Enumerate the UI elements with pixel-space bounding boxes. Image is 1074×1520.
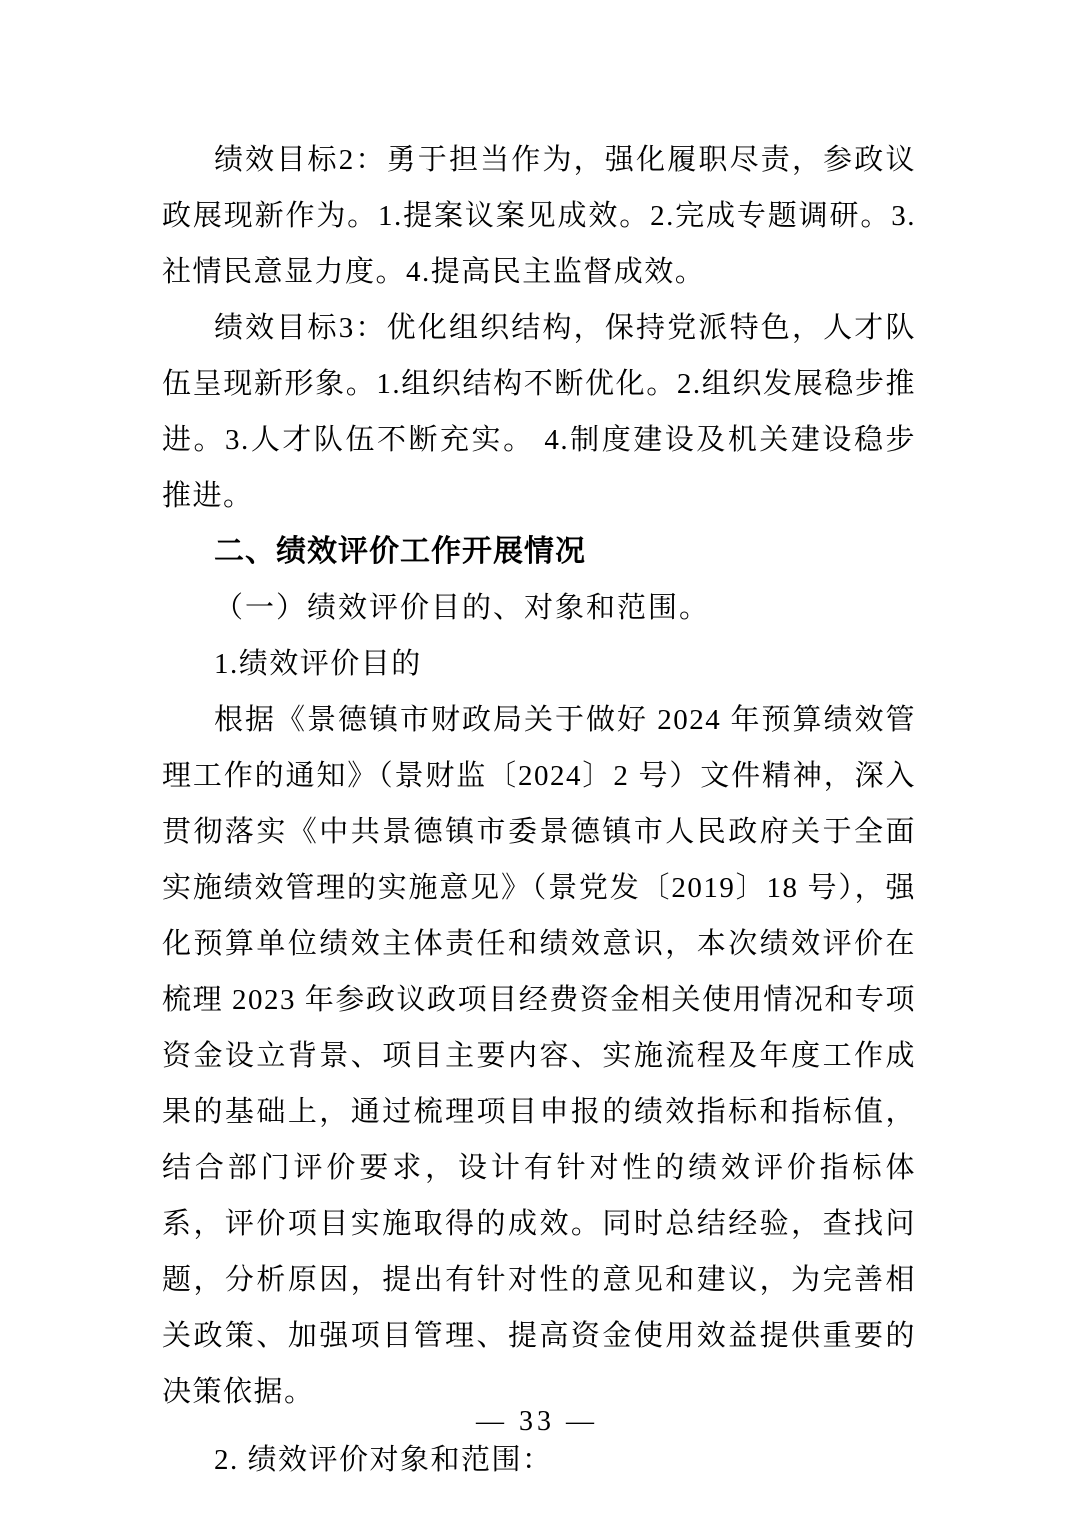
para-performance-goal-3: 绩效目标3：优化组织结构，保持党派特色，人才队伍呈现新形象。1.组织结构不断优化。2.组织发展稳步推进。3.人才队伍不断充实。 4.制度建设及机关建设稳步推进。 xyxy=(162,312,916,512)
section-heading-evaluation-work: 二、绩效评价工作开展情况 xyxy=(214,535,586,568)
page-footer xyxy=(0,1406,1074,1438)
para-performance-goal-2: 绩效目标2：勇于担当作为，强化履职尽责，参政议政展现新作为。1.提案议案见成效。2.完成专题调研。3.社情民意显力度。4.提高民主监督成效。 xyxy=(162,144,916,288)
para-evaluation-basis: 根据《景德镇市财政局关于做好 2024 年预算绩效管理工作的通知》（景财监〔2024〕2 号）文件精神，深入贯彻落实《中共景德镇市委景德镇市人民政府关于全面实施绩效管理的实施意见》（景党发〔2019〕18 号），强化预算单位绩效主体责任和绩效意识，本次绩效评价在梳理 2023 年参政议政项目经费资金相关使用情况和专项资金设立背景、项目主要内容、实施流程及年度工作成果的基础上，通过梳理项目申报的绩效指标和指标值，结合部门评价要求，设计有针对性的绩效评价指标体系，评价项目实施取得的成效。同时总结经验，查找问题，分析原因，提出有针对性的意见和建议，为完善相关政策、加强项目管理、提高资金使用效益提供重要的决策依据。 xyxy=(162,704,916,1408)
page-number: — 33 — xyxy=(476,1406,598,1437)
item-heading-evaluation-scope: 2. 绩效评价对象和范围： xyxy=(214,1444,553,1476)
document-body xyxy=(162,132,916,1488)
subsection-heading-purpose-scope: （一）绩效评价目的、对象和范围。 xyxy=(214,592,711,624)
item-heading-evaluation-purpose: 1.绩效评价目的 xyxy=(214,648,422,680)
